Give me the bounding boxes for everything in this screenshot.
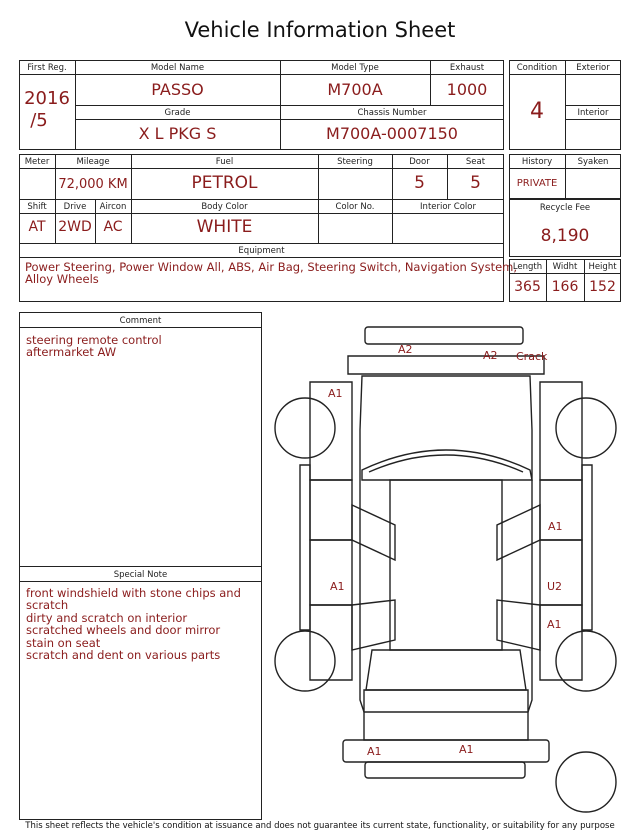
door-value: 5 [414, 173, 425, 193]
special-note-line-5: stain on seat [26, 636, 101, 650]
chassis-number-label: Chassis Number [357, 108, 427, 118]
exhaust-value: 1000 [446, 80, 488, 99]
special-note-line-2: scratch [26, 598, 69, 612]
first-reg-label: First Reg. [27, 63, 67, 73]
recycle-fee-value: 8,190 [540, 226, 590, 246]
syaken-label: Syaken [577, 157, 609, 167]
height-value: 152 [589, 279, 616, 295]
footer-disclaimer: This sheet reflects the vehicle's condition at issuance and does not guarantee its current state, functionality, or suitability for any purpose [25, 821, 615, 831]
damage-mark-right-front-door: A1 [548, 520, 563, 533]
history-label: History [521, 157, 553, 167]
width-value: 166 [551, 279, 579, 295]
seat-label: Seat [465, 157, 486, 167]
damage-mark-left-rear-door: A1 [330, 580, 345, 593]
damage-mark-rear-left: A1 [367, 745, 382, 758]
model-type-value: M700A [327, 80, 383, 99]
recycle-fee-label: Recycle Fee [539, 203, 591, 213]
damage-mark-right-rear-door: U2 [547, 580, 563, 593]
condition-value: 4 [530, 99, 544, 124]
damage-mark-rear-right: A1 [459, 743, 474, 756]
special-note-line-6: scratch and dent on various parts [26, 648, 221, 662]
chassis-number-value: M700A-0007150 [326, 124, 458, 143]
drive-value: 2WD [58, 219, 92, 235]
exhaust-label: Exhaust [449, 63, 485, 73]
interior-color-label: Interior Color [420, 202, 476, 212]
meter-label: Meter [24, 157, 50, 167]
damage-mark-hood: A2 [483, 349, 498, 362]
equipment-line-1: Power Steering, Power Window All, ABS, Air Bag, Steering Switch, Navigation System, [25, 260, 518, 274]
fuel-label: Fuel [215, 157, 234, 167]
color-no-label: Color No. [335, 202, 375, 212]
special-note-label: Special Note [113, 570, 168, 580]
model-type-label: Model Type [331, 63, 379, 73]
shift-value: AT [28, 219, 46, 235]
damage-mark-front-bumper: A2 [398, 343, 413, 356]
mileage-label: Mileage [76, 157, 110, 167]
length-value: 365 [514, 279, 541, 295]
special-note-line-1: front windshield with stone chips and [26, 586, 241, 600]
shift-label: Shift [27, 202, 47, 212]
interior-label: Interior [577, 108, 609, 118]
equipment-label: Equipment [238, 246, 285, 256]
body-color-value: WHITE [196, 217, 253, 237]
comment-line-1: steering remote control [26, 333, 162, 347]
aircon-label: Aircon [99, 202, 127, 212]
body-color-label: Body Color [201, 202, 248, 212]
comment-label: Comment [119, 316, 162, 326]
mileage-value: 72,000 KM [58, 177, 128, 192]
model-name-label: Model Name [150, 63, 205, 73]
car-diagram [270, 320, 622, 820]
page-title: Vehicle Information Sheet [184, 18, 456, 42]
seat-value: 5 [470, 173, 481, 193]
aircon-value: AC [103, 219, 123, 235]
damage-mark-windshield: Crack [516, 350, 548, 363]
comment-line-2: aftermarket AW [26, 345, 117, 359]
exterior-label: Exterior [576, 63, 610, 73]
drive-label: Drive [63, 202, 87, 212]
width-label: Widht [552, 262, 578, 272]
history-value: PRIVATE [516, 178, 558, 189]
steering-label: Steering [337, 157, 373, 167]
length-label: Length [512, 262, 543, 272]
door-label: Door [409, 157, 430, 167]
grade-label: Grade [164, 108, 191, 118]
first-reg-year: 2016 [24, 88, 70, 109]
damage-mark-front-left: A1 [328, 387, 343, 400]
grade-value: X L PKG S [138, 124, 217, 143]
condition-label: Condition [516, 63, 558, 73]
damage-mark-right-rear-fender: A1 [547, 618, 562, 631]
height-label: Height [588, 262, 617, 272]
first-reg-month: /5 [30, 110, 48, 131]
special-note-line-3: dirty and scratch on interior [26, 611, 188, 625]
model-name-value: PASSO [151, 80, 204, 99]
equipment-line-2: Alloy Wheels [25, 272, 99, 286]
fuel-value: PETROL [191, 173, 258, 193]
special-note-line-4: scratched wheels and door mirror [26, 623, 221, 637]
